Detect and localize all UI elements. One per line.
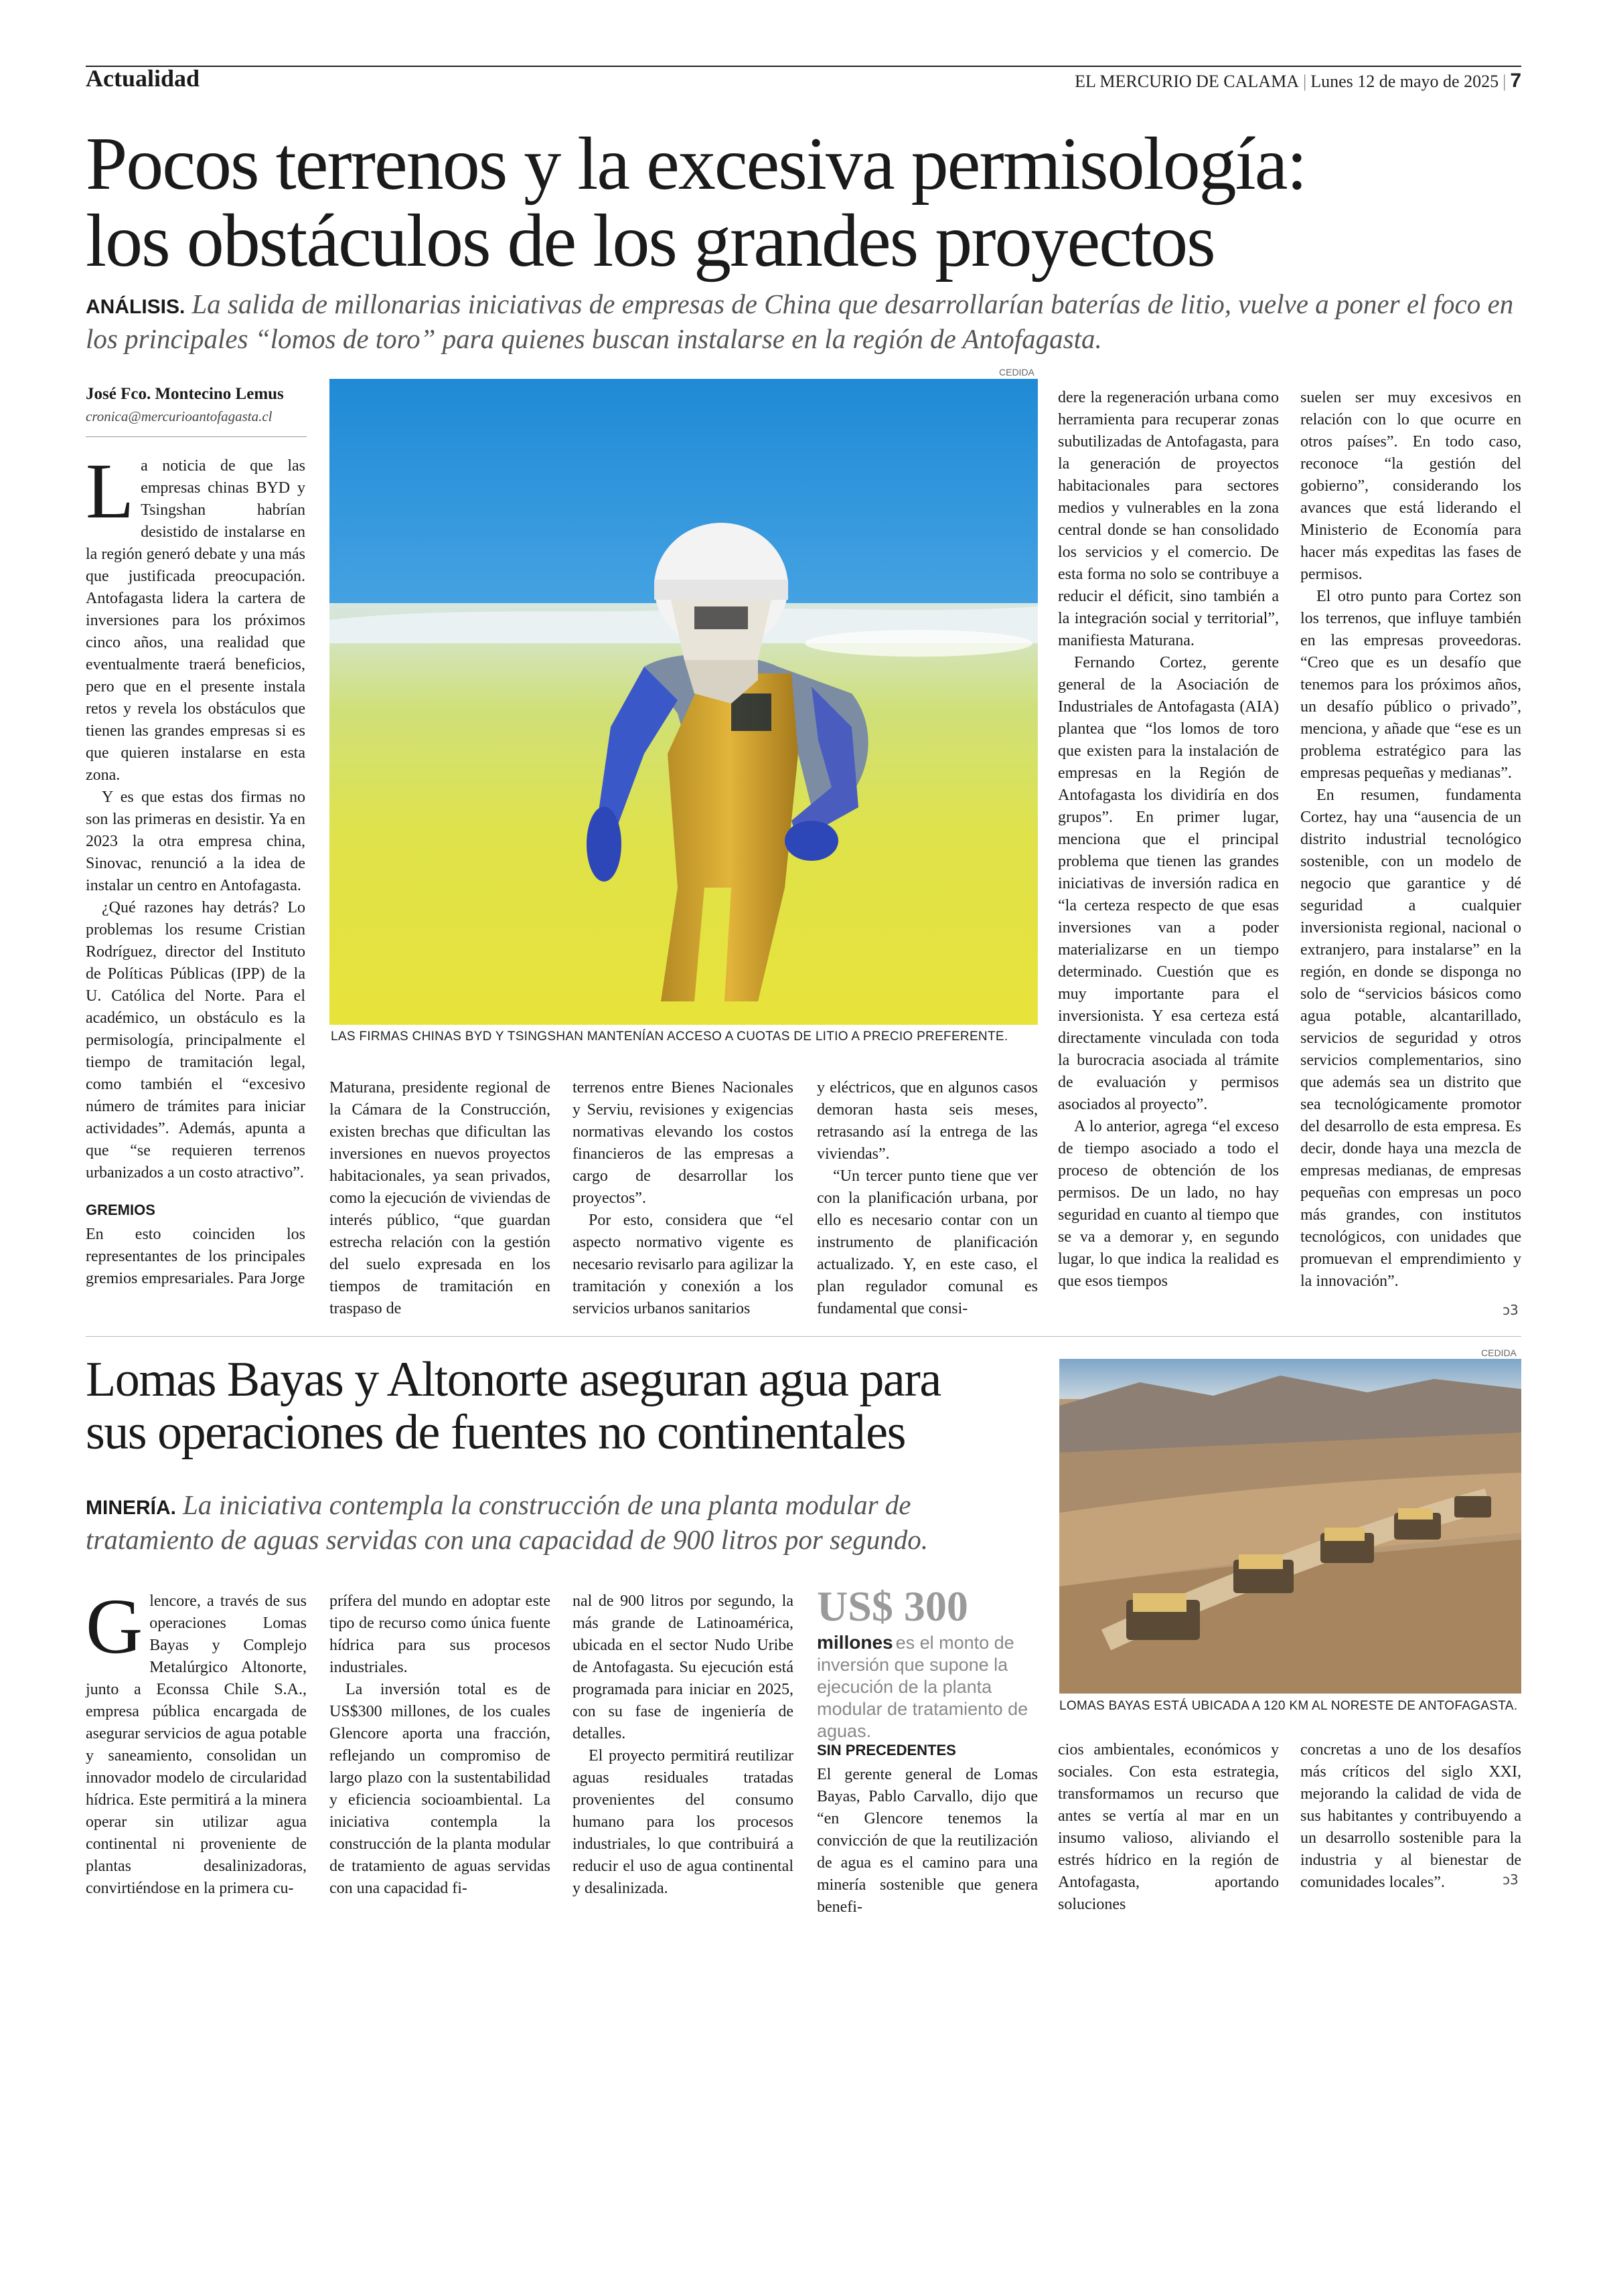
article1-photo-caption: LAS FIRMAS CHINAS BYD Y TSINGSHAN MANTENÍAN ACCESO A CUOTAS DE LITIO A PRECIO PREFERENTE.: [331, 1030, 1008, 1044]
article2-dropcap: G: [86, 1582, 143, 1670]
article1-col3-text: terrenos entre Bienes Nacionales y Serviu, revisiones y exigencias normativas elevando los costos financieros de las empresas a cargo de desarrollar los proyectos”.: [572, 1079, 793, 1207]
article1-col6-p3: En resumen, fundamenta Cortez, hay una “ausencia de un distrito industrial tecnológico sostenible, con un modelo de negocio que garantice y dé seguridad a cualquier inversionista regional, nacional o extranjero, para instalarse” en la región, en donde se disponga no solo de “servicios básicos como agua potable, alcantarillado, servicios de seguridad y otros servicios complementarios, sino que además sea un distrito que sea tecnológicamente promotor del desarrollo de esta empresa. Es decir, donde haya una mezcla de empresas medianas, de empresas pequeñas con empresas un poco más grandes, con institutos tecnológicos, con unidades que promuevan el emprendimiento y la innovación”.: [1300, 787, 1521, 1290]
header-rule: [86, 66, 1521, 67]
article1-end-mark: ↄ3: [1503, 1302, 1519, 1318]
subhead-gremios: GREMIOS: [86, 1202, 155, 1218]
article2-headline-line1: Lomas Bayas y Altonorte aseguran agua para: [86, 1352, 941, 1407]
article2-col3-p2: El proyecto permitirá reutilizar aguas residuales tratadas provenientes del consumo humano para los procesos industriales, lo que contribuirá a reducir el uso de agua continental y desalinizada.: [572, 1747, 793, 1897]
article1-column-4: [817, 1077, 1038, 1320]
article1-col2-text: Maturana, presidente regional de la Cámara de la Construcción, existen brechas que dificultan las inversiones en nuevos proyectos habitacionales, ya sean privados, como la ejecución de viviendas de interés público, “que guardan estrecha relación con la gestión del suelo expresada en los tiempos de tramitación en traspaso de: [329, 1079, 550, 1317]
article1-col4-text: y eléctricos, que en algunos casos demoran hasta seis meses, retrasando así la entrega de las viviendas”.: [817, 1079, 1038, 1163]
article1-headline-line2: los obstáculos de los grandes proyectos: [86, 199, 1215, 283]
article2-col6-text: concretas a uno de los desafíos más críticos del siglo XXI, mejorando la calidad de vida de sus habitantes y contribuyendo a un desarrollo sostenible para la industria y al bienestar de comunidades locales”.: [1300, 1741, 1521, 1891]
article1-col4-p2: “Un tercer punto tiene que ver con la planificación urbana, por ello es necesario contar con un instrumento de planificación actualizado. Y, en este caso, el plan regulador comunal es fundamental que consi-: [817, 1167, 1038, 1317]
article2-column-1: [86, 1582, 307, 1900]
fact-unit: millones: [817, 1632, 893, 1653]
issue-date: Lunes 12 de mayo de 2025: [1310, 72, 1499, 91]
article2-headline: [86, 1354, 1037, 1459]
article2-headline-line2: sus operaciones de fuentes no continentales: [86, 1405, 905, 1461]
article1-headline: [86, 122, 1525, 283]
article1-author: José Fco. Montecino Lemus: [86, 385, 284, 403]
article2-deck-text: La iniciativa contempla la construcción de una planta modular de tratamiento de aguas servidas con una capacidad de 900 litros por segundo.: [86, 1489, 928, 1556]
article1-col1-p1: a noticia de que las empresas chinas BYD y Tsingshan habrían desistido de instalarse en la región generó debate y una más que justificada preocupación. Antofagasta lidera la cartera de inversiones para los próximos cinco años, una realidad que eventualmente traerá beneficios, pero que en el presente instala retos y revela los obstáculos que tienen las grandes empresas si es que quieren instalarse en esta zona.: [86, 457, 305, 784]
article1-column-3: [572, 1077, 793, 1320]
article2-photo-credit: CEDIDA: [1481, 1347, 1517, 1358]
article2-column-4: [817, 1739, 1038, 1918]
article2-col1-text: lencore, a través de sus operaciones Lomas Bayas y Complejo Metalúrgico Altonorte, junto a Econssa Chile S.A., empresa pública encargada de asegurar servicios de agua potable y saneamiento, consolidan un innovador modelo de circularidad hídrica. Este permitirá a la minera operar sin utilizar agua continental ni proveniente de plantas desalinizadoras, convirtiéndose en la primera cu-: [86, 1592, 307, 1897]
article2-column-6: [1300, 1739, 1521, 1894]
article2-deck-label: MINERÍA.: [86, 1497, 176, 1519]
article1-column-1: [86, 447, 305, 1290]
article2-col2-p2: La inversión total es de US$300 millones, de los cuales Glencore aporta una fracción, reflejando un compromiso de largo plazo con la sustentabilidad y eficiencia socioambiental. La iniciativa contempla la construcción de la planta modular de tratamiento de aguas servidas con una capacidad fi-: [329, 1681, 550, 1897]
article1-column-5: [1058, 387, 1279, 1293]
article2-col5-text: cios ambientales, económicos y sociales. Con esta estrategia, transformamos un recurso que antes se vertía al mar en un insumo valioso, aliviando el estrés hídrico en la región de Antofagasta, aportando soluciones: [1058, 1741, 1279, 1913]
article1-photo: [329, 379, 1038, 1025]
article1-deck-label: ANÁLISIS.: [86, 296, 185, 318]
article2-col3-p1: nal de 900 litros por segundo, la más grande de Latinoamérica, ubicada en el sector Nudo Uribe de Antofagasta. Su ejecución está programada para iniciar en 2025, con su fase de ingeniería de detalles.: [572, 1592, 793, 1742]
page-number: 7: [1510, 70, 1521, 92]
article2-col2-p1: prífera del mundo en adoptar este tipo de recurso como única fuente hídrica para sus procesos industriales.: [329, 1592, 550, 1676]
subhead-sin-precedentes: SIN PRECEDENTES: [817, 1742, 956, 1758]
article1-col1-p3: ¿Qué razones hay detrás? Lo problemas los resume Cristian Rodríguez, director del Instituto de Políticas Públicas (IPP) de la U. Católica del Norte. Para el académico, un obstáculo es la permisología, principalmente el tiempo de tramitación legal, como también el “excesivo número de trámites para iniciar actividades”. Además, apunta a que “se requieren terrenos urbanizados a un costo atractivo”.: [86, 899, 305, 1181]
article1-email: cronica@mercurioantofagasta.cl: [86, 408, 273, 424]
byline-rule: [86, 436, 307, 437]
article2-photo: [1059, 1359, 1521, 1694]
article1-col5-p1: dere la regeneración urbana como herramienta para recuperar zonas subutilizadas de Antofagasta, para la generación de proyectos habitacionales para sectores medios y vulnerables en la zona central donde se han consolidado los servicios y el comercio. De esta forma no solo se contribuye a reducir el déficit, sino también a la integración social y territorial”, manifiesta Maturana.: [1058, 389, 1279, 649]
article-separator: [86, 1336, 1521, 1337]
newspaper-name: EL MERCURIO DE CALAMA: [1075, 72, 1299, 91]
lithium-worker-photo: [329, 379, 1038, 1025]
article1-col3-p2: Por esto, considera que “el aspecto normativo vigente es necesario revisarlo para agilizar la tramitación y conexión a los servicios urbanos sanitarios: [572, 1212, 793, 1317]
article1-col5-p3: A lo anterior, agrega “el exceso de tiempo asociado a todo el proceso de obtención de los permisos. De un lado, no hay seguridad en cuanto al tiempo que se va a demorar y, en segundo lugar, lo que indica la realidad es que esos tiempos: [1058, 1118, 1279, 1290]
article1-column-6: [1300, 387, 1521, 1293]
article2-column-2: [329, 1590, 550, 1900]
article2-col4-text: El gerente general de Lomas Bayas, Pablo Carvallo, dijo que “en Glencore tenemos la convicción de que la reutilización de agua es el camino para una minería sostenible que genera benefi-: [817, 1766, 1038, 1916]
article1-deck-text: La salida de millonarias iniciativas de empresas de China que desarrollarían baterías de litio, vuelve a poner el foco en los principales “lomos de toro” para quienes buscan instalarse en la región de Antofagasta.: [86, 289, 1514, 355]
article1-col1-p4: En esto coinciden los representantes de los principales gremios empresariales. Para Jorge: [86, 1226, 305, 1287]
article2-end-mark: ↄ3: [1503, 1872, 1519, 1888]
article1-headline-line1: Pocos terrenos y la excesiva permisología:: [86, 122, 1306, 206]
article1-col6-p2: El otro punto para Cortez son los terrenos, que influye también en las empresas proveedoras. “Creo que es un desafío que tenemos para los próximos años, un desafío público o privado”, menciona, y añade que “ese es un problema estratégico para las empresas pequeñas y medianas”.: [1300, 588, 1521, 782]
article1-deck: [86, 286, 1519, 357]
article2-column-5: [1058, 1739, 1279, 1916]
article2-deck: [86, 1487, 1010, 1558]
article2-photo-caption: LOMAS BAYAS ESTÁ UBICADA A 120 KM AL NORESTE DE ANTOFAGASTA.: [1059, 1699, 1518, 1713]
article1-col6-p1: suelen ser muy excesivos en relación con lo que ocurre en otros países”. En todo caso, reconoce “la gestión del gobierno”, considerando los avances que está liderando el Ministerio de Economía para hacer más expeditas las fases de permisos.: [1300, 389, 1521, 583]
mine-trucks-photo: [1059, 1359, 1521, 1694]
article1-dropcap: L: [86, 447, 135, 535]
fact-box: [817, 1582, 1038, 1742]
article1-photo-credit: CEDIDA: [999, 367, 1035, 378]
fact-value: US$ 300: [817, 1582, 968, 1630]
article1-col1-p2: Y es que estas dos firmas no son las primeras en desistir. Ya en 2023 la otra empresa china, Sinovac, renunció a la idea de instalar un centro en Antofagasta.: [86, 789, 305, 894]
article2-column-3: [572, 1590, 793, 1900]
article1-column-2: [329, 1077, 550, 1320]
masthead: EL MERCURIO DE CALAMA | Lunes 12 de mayo de 2025 | 7: [1075, 70, 1521, 92]
article1-col5-p2: Fernando Cortez, gerente general de la Asociación de Industriales de Antofagasta (AIA) plantea que “los lomos de toro que existen para la instalación de empresas en la Región de Antofagasta los dividiría en dos grupos”. En primer lugar, menciona que el principal problema que tienen las grandes iniciativas de inversión radica en “la certeza respecto de que esas inversiones van a poder materializarse en un tiempo determinado. Cuestión que es muy importante para el inversionista. Y esa certeza está directamente vinculada con toda la burocracia asociada al trámite de evaluación y permisos asociados al proyecto”.: [1058, 654, 1279, 1113]
fact-text: es el monto de inversión que supone la ejecución de la planta modular de tratamiento de aguas.: [817, 1633, 1028, 1741]
section-label: Actualidad: [86, 65, 200, 92]
